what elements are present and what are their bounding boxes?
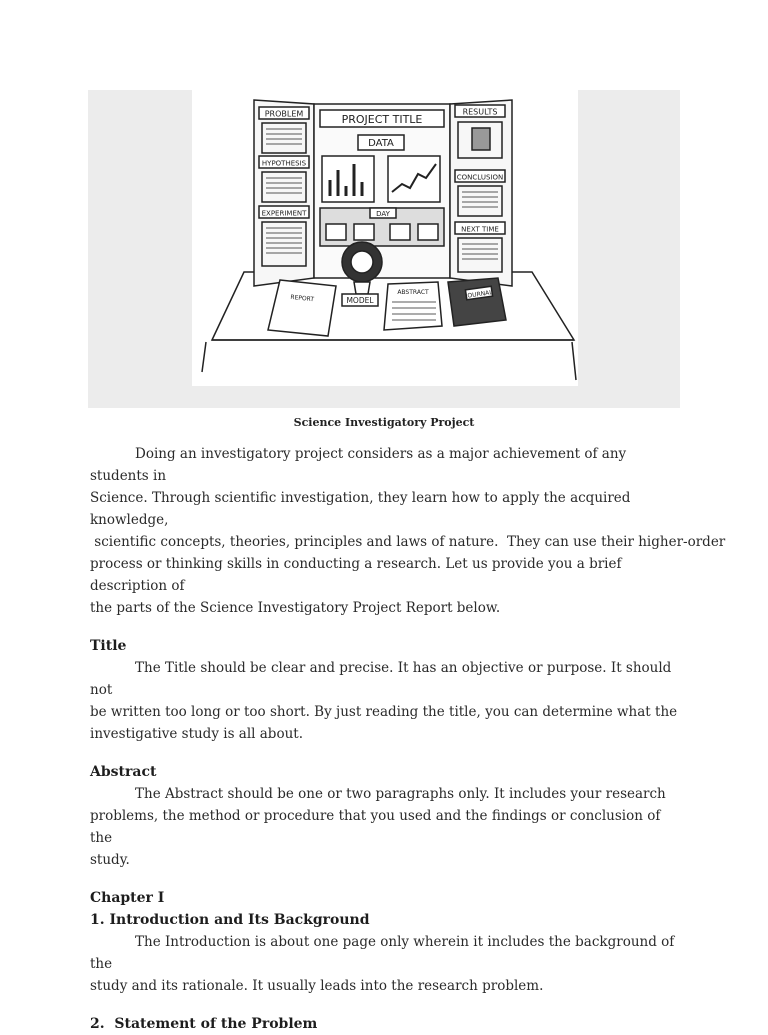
- experiment-label: EXPERIMENT: [261, 209, 307, 218]
- section-heading-title: Title: [90, 638, 127, 654]
- abstract-line: The Abstract should be one or two paragraphs only. It includes your research: [135, 786, 666, 802]
- science-fair-board-illustration: [192, 90, 578, 386]
- abstract-line: problems, the method or procedure that you used and the findings or conclusion of the: [90, 808, 661, 846]
- figure-caption: Science Investigatory Project: [293, 416, 475, 429]
- introduction-paragraph: [90, 931, 680, 997]
- next-time-label: NEXT TIME: [461, 225, 499, 234]
- abstract-label: ABSTRACT: [397, 289, 429, 296]
- model-stand: [354, 282, 370, 294]
- title-line: be written too long or too short. By just reading the title, you can determine what the: [90, 704, 678, 720]
- data-label: DATA: [368, 138, 394, 149]
- project-title-label: PROJECT TITLE: [341, 113, 423, 126]
- intro-line: scientific concepts, theories, principles and laws of nature. They can use their higher-order: [90, 534, 726, 550]
- day-label: DAY: [376, 210, 390, 218]
- intro-line: the parts of the Science Investigatory Project Report below.: [90, 600, 501, 616]
- problem-label: PROBLEM: [264, 109, 304, 119]
- intro-line: Science. Through scientific investigation, they learn how to apply the acquired knowledge,: [90, 490, 631, 528]
- intro-line: process or thinking skills in conducting a research. Let us provide you a brief description of: [90, 556, 622, 594]
- title-line: The Title should be clear and precise. It has an objective or purpose. It should not: [90, 660, 672, 698]
- title-paragraph: [90, 657, 680, 745]
- results-label: RESULTS: [462, 107, 498, 117]
- report-label: REPORT: [290, 293, 315, 304]
- introduction-line: study and its rationale. It usually leads into the research problem.: [90, 978, 544, 994]
- model-label: MODEL: [346, 296, 374, 305]
- journal-notebook: [448, 278, 506, 326]
- section-heading-statement-of-problem: 2. Statement of the Problem: [90, 1016, 318, 1032]
- intro-line: Doing an investigatory project considers as a major achievement of any students in: [90, 446, 627, 484]
- title-line: investigative study is all about.: [90, 726, 303, 742]
- chapter-heading: Chapter I: [90, 890, 165, 906]
- figure-background: [88, 90, 680, 408]
- document-body: [90, 443, 726, 1035]
- journal-label: JOURNAL: [465, 289, 494, 300]
- abstract-line: study.: [90, 852, 130, 868]
- introduction-line: The Introduction is about one page only wherein it includes the background of the: [90, 934, 675, 972]
- conclusion-label: CONCLUSION: [456, 173, 504, 182]
- section-heading-abstract: Abstract: [90, 764, 157, 780]
- intro-paragraph: [90, 443, 726, 619]
- section-heading-introduction: 1. Introduction and Its Background: [90, 912, 370, 928]
- hypothesis-label: HYPOTHESIS: [261, 159, 307, 168]
- report-booklet: [268, 280, 336, 336]
- table-cloth-edges: [202, 342, 576, 380]
- abstract-paragraph: [90, 783, 680, 871]
